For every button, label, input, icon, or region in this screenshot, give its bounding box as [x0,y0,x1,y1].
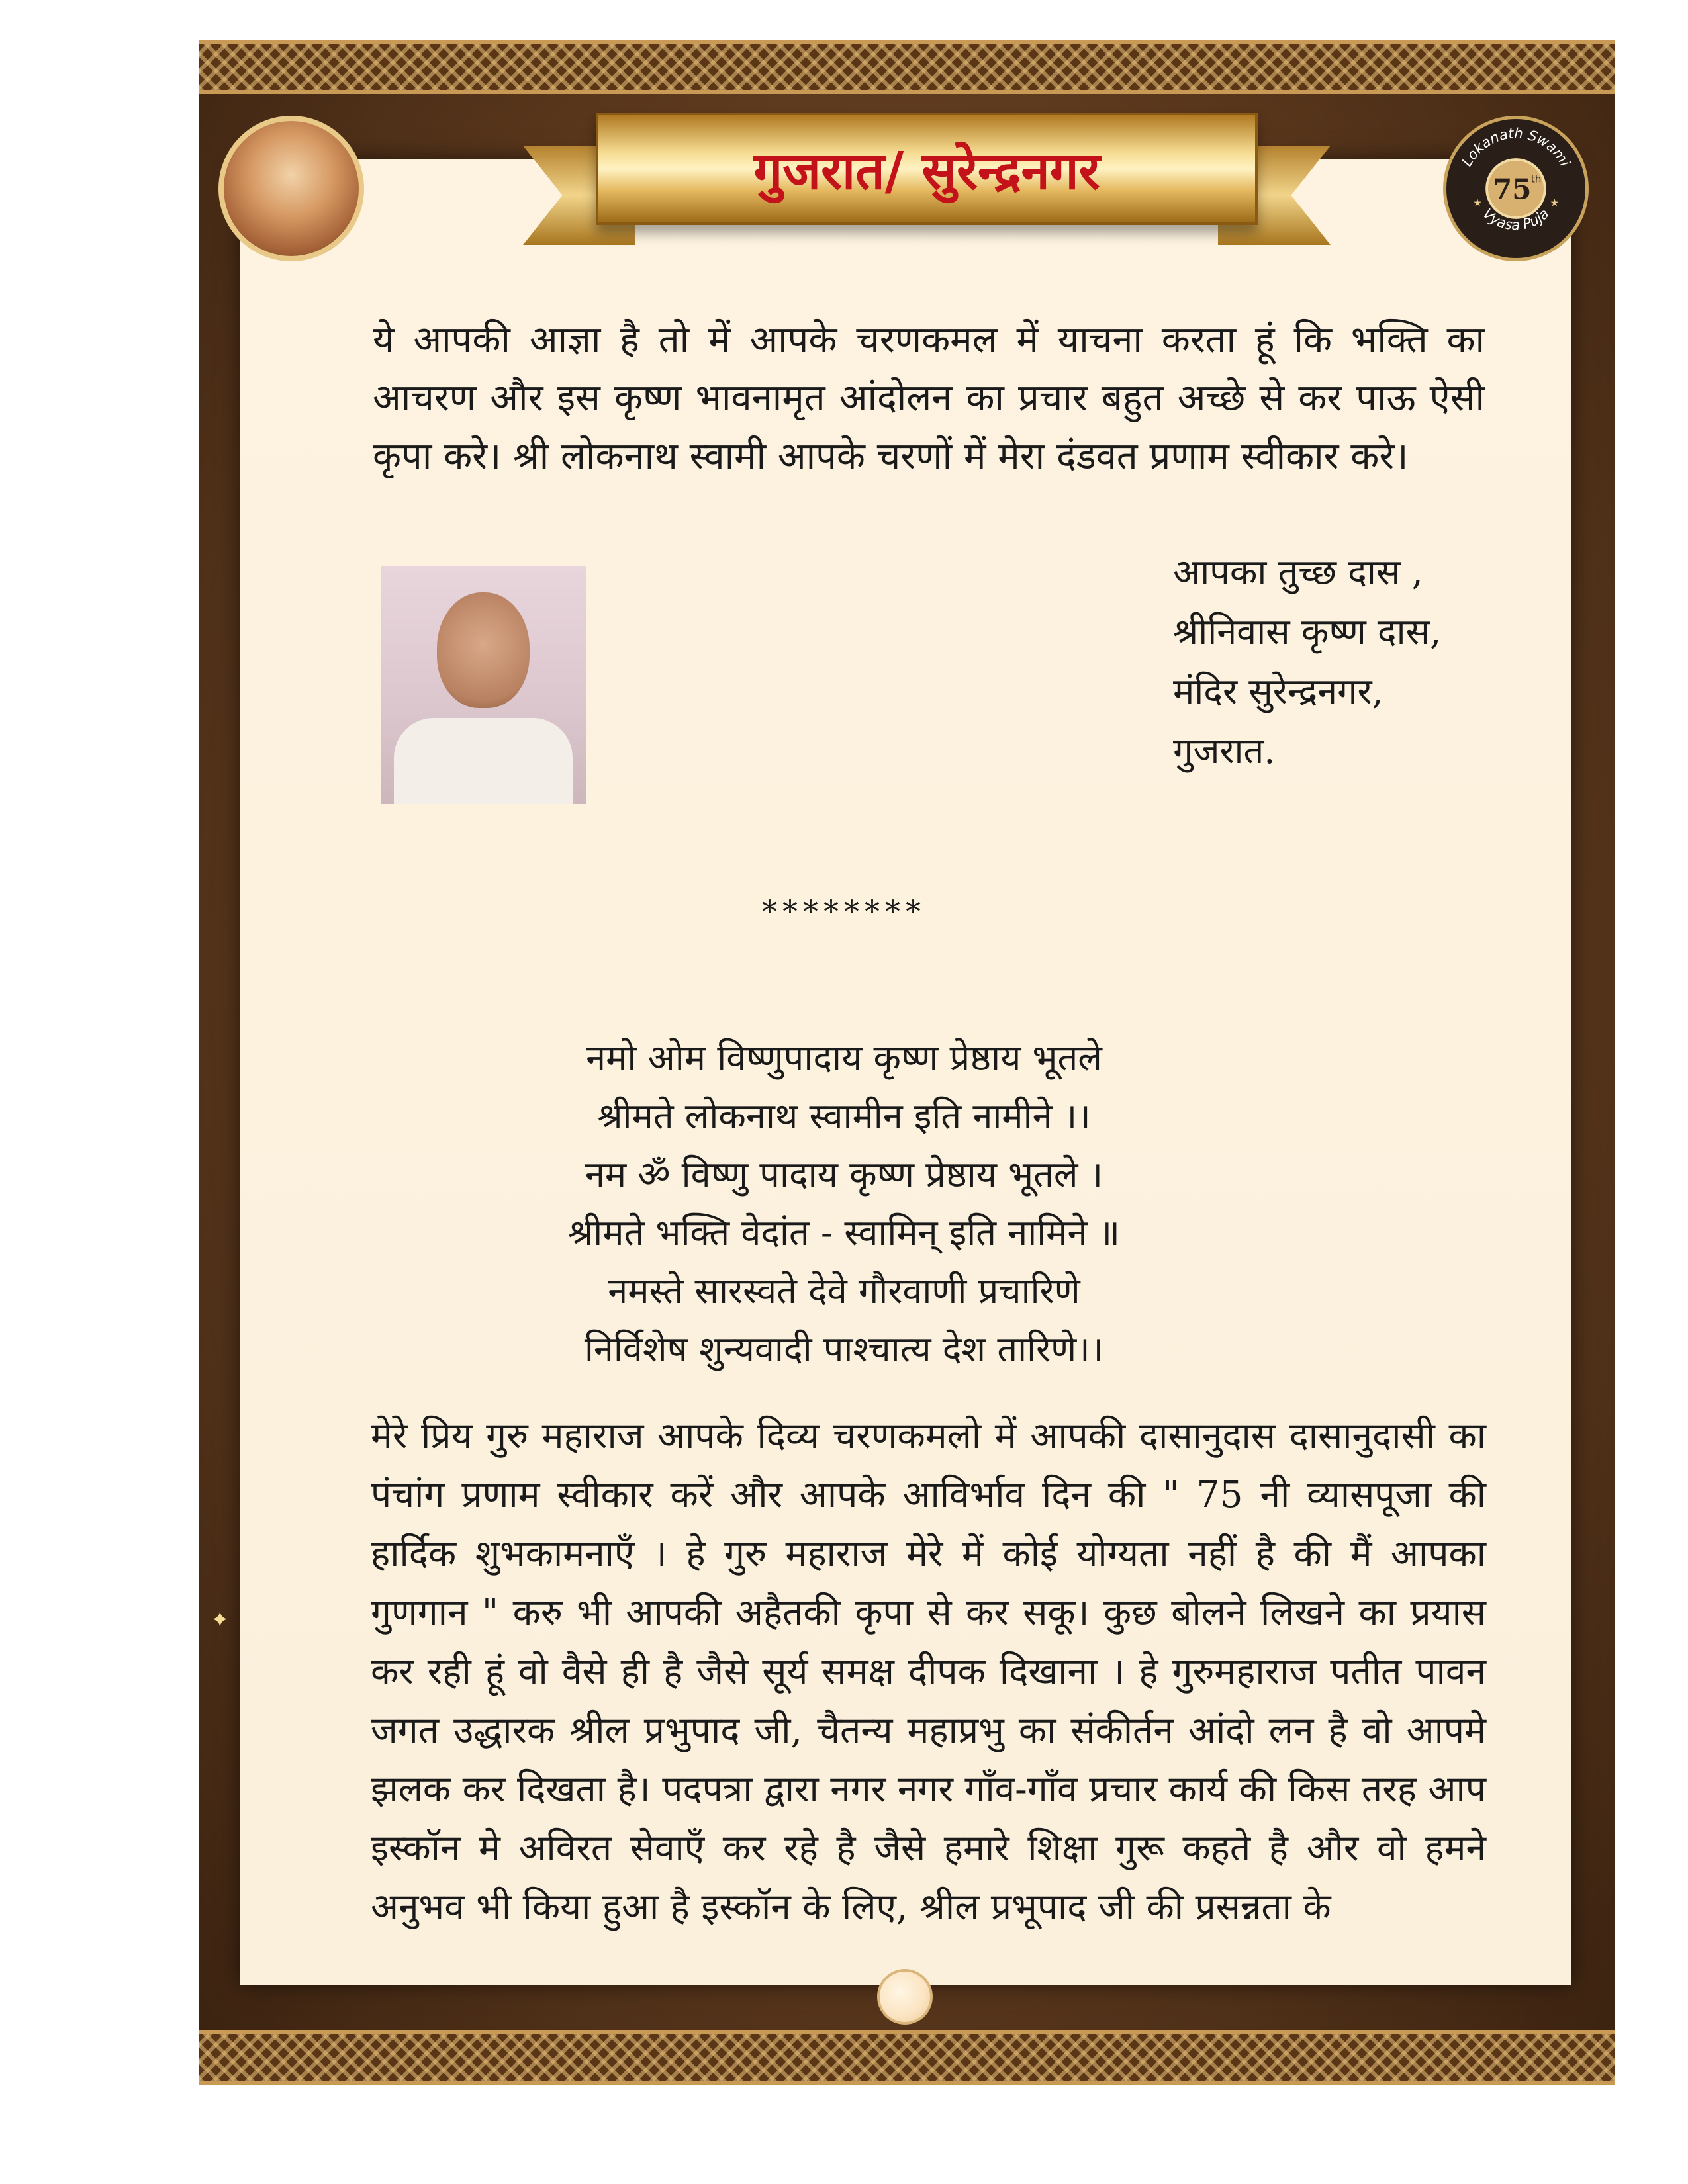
badge-star-left-icon: ★ [1473,197,1482,209]
verse-line-3: नम ॐ विष्णु पादाय कृष्ण प्रेष्ठाय भूतले । [585,1154,1103,1195]
section-separator: ******** [762,893,926,929]
signature-block [1173,543,1441,781]
badge-graphic [1446,119,1585,258]
verse-line-2: श्रीमते लोकनाथ स्वामीन इति नामीने ।। [597,1095,1091,1137]
letter-body [373,311,1485,486]
verse-line-4: श्रीमते भक्ति वेदांत - स्वामिन् इति नामिने ॥ [568,1212,1120,1253]
vyasa-puja-badge [1443,116,1589,261]
badge-number: 75 [1493,173,1532,206]
page-title: गुजरात/ सुरेन्द्रनगर [753,142,1100,201]
signature-line-1: आपका तुच्छ दास , [1173,551,1423,593]
offering-paragraph: मेरे प्रिय गुरु महाराज आपके दिव्य चरणकमलो में आपकी दासानुदास दासानुदासी का पंचांग प्रणाम स्वीकार करें और आपके आविर्भाव दिन की " 75 नी व्यासपूजा की हार्दिक शुभकामनाएँ । हे गुरु महाराज मेरे में कोई योग्यता नहीं है की मैं आपका गुणगान " करु भी आपकी अहैतकी कृपा से कर सकू। कुछ बोलने लिखने का प्रयास कर रही हूं वो वैसे ही है जैसे सूर्य समक्ष दीपक दिखाना । हे गुरुमहाराज पतीत पावन जगत उद्धारक श्रील प्रभुपाद जी, चैतन्य महाप्रभु का संकीर्तन आंदो लन है वो आपमे झलक कर दिखता है। पदपत्रा द्वारा नगर नगर गाँव-गाँव प्रचार कार्य की किस तरह आप इस्कॉन मे अविरत सेवाएँ कर रहे है जैसे हमारे शिक्षा गुरू कहते है और वो हमने अनुभव भी किया हुआ है इस्कॉन के लिए, श्रील प्रभूपाद जी की प्रसन्नता के [371,1414,1487,1928]
guru-portrait-image [218,116,364,261]
title-ribbon [596,106,1258,245]
verse-line-6: निर्विशेष शुन्यवादी पाश्चात्य देश तारिणे।। [584,1328,1104,1370]
verse-line-1: नमो ओम विष्णुपादाय कृष्ण प्रेष्ठाय भूतले [586,1037,1102,1079]
verse-line-5: नमस्ते सारस्वते देवे गौरवाणी प्रचारिणे [608,1270,1080,1312]
photo-body-shape [394,718,573,804]
signature-line-4: गुजरात. [1173,730,1276,772]
badge-superscript: th [1530,173,1542,185]
sparkle-icon: ✦ [211,1607,230,1633]
pranam-mantra [0,1029,1688,1379]
signature-line-3: मंदिर सुरेन्द्रनगर, [1173,670,1383,712]
photo-head-shape [437,592,530,708]
top-border-pattern [199,40,1615,94]
ribbon-banner [596,113,1258,225]
badge-star-right-icon: ★ [1550,197,1560,209]
page-indicator-dot [877,1969,933,2025]
letter-paragraph-1: ये आपकी आज्ञा है तो में आपके चरणकमल में याचना करता हूं कि भक्ति का आचरण और इस कृष्ण भावनामृत आंदोलन का प्रचार बहुत अच्छे से कर पाऊ ऐसी कृपा करे। श्री लोकनाथ स्वामी आपके चरणों में मेरा दंडवत प्रणाम स्वीकार करे। [373,318,1485,478]
devotee-photo [381,566,586,804]
badge-bottom-text: Vyasa Puja [1479,205,1552,234]
signature-line-2: श्रीनिवास कृष्ण दास, [1173,611,1442,653]
badge-top-text: Lokanath Swami [1458,125,1573,169]
bottom-border-pattern [199,2030,1615,2085]
